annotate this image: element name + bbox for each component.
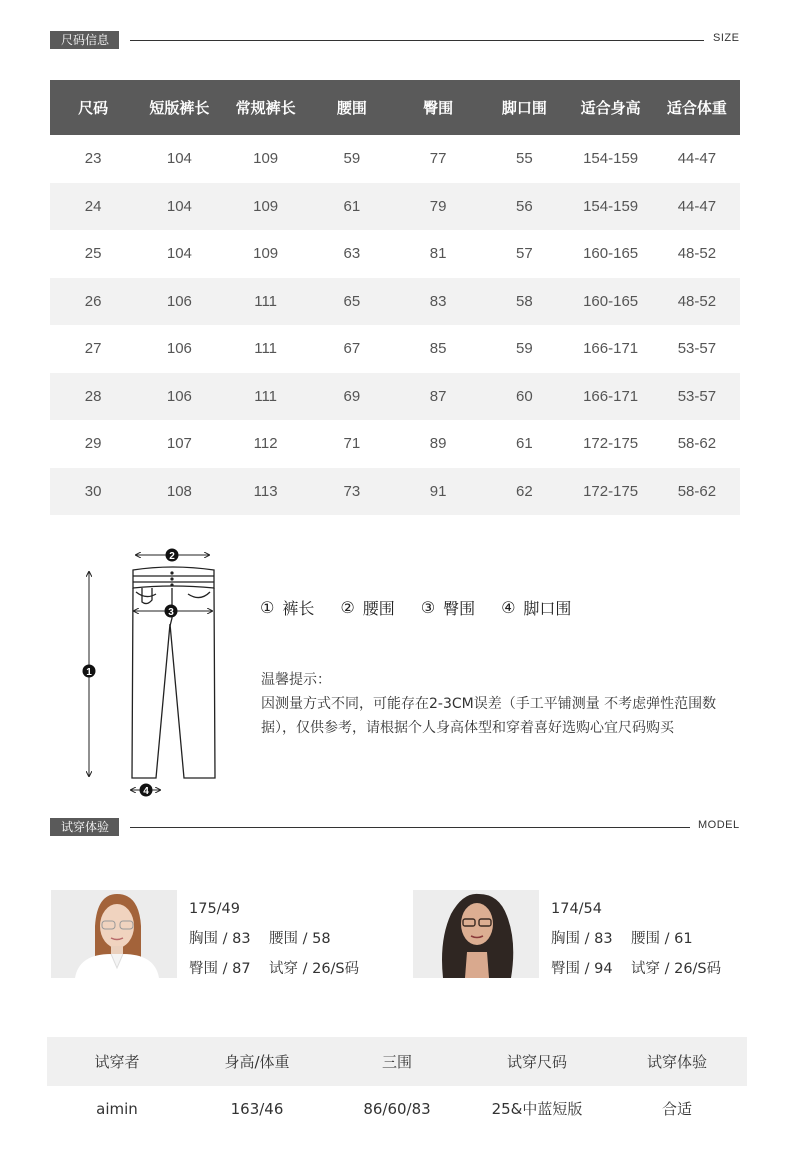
size-table-cell: 53-57: [654, 373, 740, 421]
size-table-cell: 25: [84, 245, 102, 263]
model-divider-line: [130, 827, 690, 828]
model-hip-size: 臀围 / 94 试穿 / 26/S码: [551, 961, 722, 977]
size-table-cell: 154-159: [568, 183, 654, 231]
size-table-cell: 71: [343, 435, 361, 453]
size-table-cell: 79: [395, 183, 481, 231]
size-table-cell: 24: [50, 183, 136, 231]
diagram-legend: [260, 596, 571, 619]
size-table-header: 臀围: [395, 80, 481, 135]
size-table-header-row: [50, 80, 740, 135]
marker-4-label: 4: [143, 786, 149, 797]
pants-size-diagram: [76, 544, 226, 800]
size-table-cell: 60: [481, 373, 567, 421]
size-table-row: [50, 135, 740, 183]
size-table-cell: 59: [343, 150, 361, 168]
legend-num: ①: [260, 598, 275, 617]
model-info: [189, 894, 359, 984]
size-divider-line: [130, 40, 704, 41]
fitting-table-header: 试穿者: [47, 1037, 187, 1086]
size-table-body: [50, 135, 740, 515]
tips-body: 因测量方式不同，可能存在2-3CM误差（手工平铺测量 不考虑弹性范围数据），仅供参考，请根据个人身高体型和穿着喜好选购心宜尺码购买: [261, 696, 717, 736]
fitting-table-cell: 86/60/83: [363, 1099, 431, 1118]
size-table-cell: 27: [84, 340, 102, 358]
model-hip-size: 臀围 / 87 试穿 / 26/S码: [189, 961, 360, 977]
size-table-header: 适合体重: [654, 80, 740, 135]
model-card: [413, 890, 743, 978]
size-table-cell: 53-57: [677, 340, 717, 358]
size-table-row: [50, 373, 740, 421]
legend-num: ④: [501, 598, 516, 617]
legend-item-waist: [340, 596, 394, 619]
size-table-cell: 67: [343, 340, 361, 358]
size-section-title: 尺码信息: [50, 31, 119, 49]
size-section-header: [50, 31, 740, 49]
model-bust-waist: 胸围 / 83 腰围 / 58: [189, 931, 331, 947]
fitting-table-header: 试穿尺码: [467, 1037, 607, 1086]
size-table-header: 脚口围: [481, 80, 567, 135]
fitting-table-header: 试穿体验: [607, 1037, 747, 1086]
size-table-cell: 106: [136, 373, 222, 421]
model-height-weight: 175/49: [189, 901, 241, 917]
size-table-cell: 172-175: [583, 435, 639, 453]
size-table: [50, 80, 740, 515]
size-table-cell: 83: [395, 278, 481, 326]
size-table-cell: 23: [84, 150, 102, 168]
legend-item-hip: [421, 596, 475, 619]
size-table-cell: 77: [429, 150, 447, 168]
size-table-cell: 112: [253, 435, 278, 453]
size-table-cell: 111: [223, 373, 309, 421]
size-table-header: 腰围: [309, 80, 395, 135]
legend-item-length: [260, 596, 314, 619]
size-table-cell: 48-52: [654, 278, 740, 326]
marker-1-label: 1: [86, 667, 92, 678]
size-table-cell: 108: [136, 468, 222, 516]
size-table-cell: 44-47: [654, 183, 740, 231]
fitting-table-cell: 163/46: [230, 1099, 284, 1118]
size-table-cell: 29: [84, 435, 102, 453]
marker-3-label: 3: [168, 607, 174, 618]
fitting-table-row: [47, 1086, 747, 1131]
size-table-cell: 172-175: [568, 468, 654, 516]
size-table-cell: 160-165: [568, 278, 654, 326]
legend-label: 脚口围: [523, 599, 572, 618]
size-table-row: [50, 183, 740, 231]
size-table-cell: 104: [136, 183, 222, 231]
size-table-row: [50, 230, 740, 278]
model-info: [551, 894, 721, 984]
size-table-cell: 30: [50, 468, 136, 516]
fitting-table-cell: 合适: [661, 1100, 692, 1118]
size-table-cell: 55: [516, 150, 533, 168]
size-table-row: [50, 468, 740, 516]
size-table-cell: 104: [166, 150, 192, 168]
size-table-header: 常规裤长: [223, 80, 309, 135]
size-table-cell: 73: [309, 468, 395, 516]
fitting-table-cell: aimin: [96, 1099, 138, 1118]
size-table-cell: 160-165: [583, 245, 639, 263]
size-table-cell: 104: [166, 245, 192, 263]
size-table-cell: 109: [223, 183, 309, 231]
size-table-cell: 89: [429, 435, 447, 453]
size-table-cell: 63: [343, 245, 361, 263]
size-table-cell: 111: [254, 340, 278, 358]
model-bust-waist: 胸围 / 83 腰围 / 61: [551, 931, 693, 947]
marker-2-label: 2: [169, 551, 175, 562]
fitting-table-header: 三围: [327, 1037, 467, 1086]
size-table-cell: 65: [309, 278, 395, 326]
size-table-cell: 48-52: [677, 245, 717, 263]
legend-label: 臀围: [443, 599, 476, 618]
model-section-label: MODEL: [698, 819, 740, 831]
size-table-cell: 58-62: [654, 468, 740, 516]
fitting-table-header-row: [47, 1037, 747, 1086]
size-table-cell: 58-62: [677, 435, 717, 453]
size-table-cell: 154-159: [583, 150, 639, 168]
legend-num: ②: [340, 598, 355, 617]
model-height-weight: 174/54: [551, 901, 603, 917]
size-table-cell: 61: [309, 183, 395, 231]
size-table-header: 短版裤长: [136, 80, 222, 135]
model-section-header: [50, 818, 740, 836]
size-table-cell: 57: [516, 245, 533, 263]
model-card: [51, 890, 381, 978]
legend-label: 腰围: [362, 599, 395, 618]
model-section-title: 试穿体验: [50, 818, 119, 836]
model-photo: [51, 890, 177, 978]
size-table-cell: 87: [395, 373, 481, 421]
size-table-cell: 61: [516, 435, 533, 453]
size-table-cell: 81: [429, 245, 447, 263]
size-table-cell: 56: [481, 183, 567, 231]
size-table-cell: 106: [166, 340, 192, 358]
fitting-table: [47, 1037, 747, 1131]
size-table-cell: 26: [50, 278, 136, 326]
size-table-cell: 59: [516, 340, 533, 358]
legend-item-hem: [501, 596, 571, 619]
size-section-label: SIZE: [713, 32, 740, 44]
legend-label: 裤长: [282, 599, 315, 618]
size-table-cell: 106: [136, 278, 222, 326]
size-table-header: 适合身高: [568, 80, 654, 135]
tips-title: 温馨提示：: [261, 672, 331, 688]
size-table-cell: 109: [253, 150, 279, 168]
size-table-cell: 62: [481, 468, 567, 516]
measurement-tips: [261, 668, 741, 740]
size-table-cell: 107: [166, 435, 192, 453]
size-table-cell: 91: [395, 468, 481, 516]
fitting-table-header: 身高/体重: [187, 1037, 327, 1086]
fitting-table-cell: 25&中蓝短版: [491, 1100, 583, 1118]
size-table-cell: 44-47: [677, 150, 717, 168]
size-table-header: 尺码: [50, 80, 136, 135]
legend-num: ③: [420, 598, 436, 617]
size-table-cell: 28: [50, 373, 136, 421]
size-table-cell: 85: [429, 340, 447, 358]
size-table-cell: 58: [481, 278, 567, 326]
size-table-cell: 113: [223, 468, 309, 516]
size-table-cell: 109: [253, 245, 279, 263]
size-table-cell: 166-171: [568, 373, 654, 421]
size-table-cell: 69: [309, 373, 395, 421]
model-photo: [413, 890, 539, 978]
size-table-cell: 166-171: [583, 340, 639, 358]
size-table-row: [50, 325, 740, 373]
size-table-cell: 111: [223, 278, 309, 326]
size-table-row: [50, 420, 740, 468]
size-table-row: [50, 278, 740, 326]
